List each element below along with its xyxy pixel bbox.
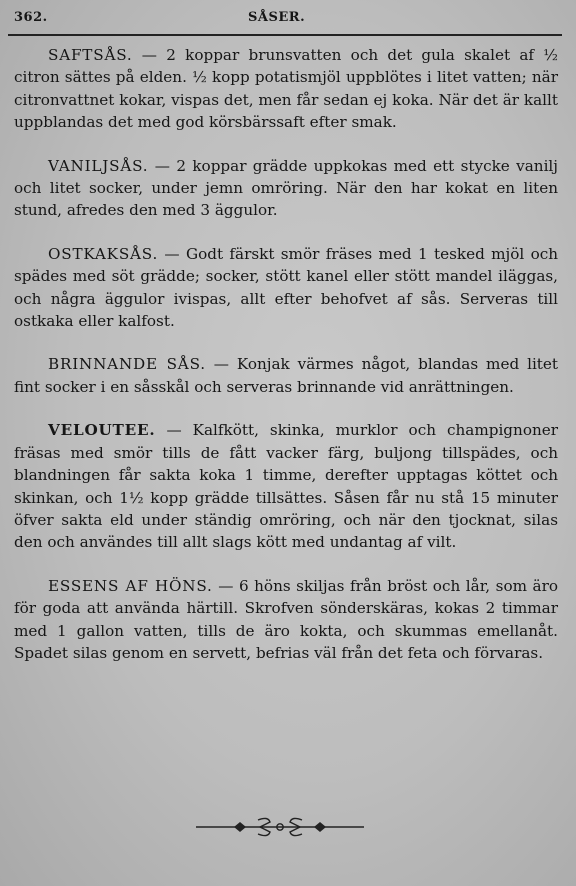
recipe-title: BRINNANDE SÅS. (48, 355, 206, 374)
recipe-title: ESSENS AF HÖNS. (48, 576, 213, 595)
recipe-body: — 6 höns skiljas från bröst och lår, som äro för goda att använda härtill. Skrofven sönderskäras, kokas 2 timmar med 1 gallon vatten, tills de äro kokta, och skummas emellanåt. Spadet silas genom en servett, befrias väl från det feta och förvaras. (14, 576, 558, 662)
recipe-body: — Konjak värmes något, blandas med litet fint socker i en såsskål och serveras brinnande vid anrättningen. (14, 355, 558, 396)
page-number: 362. (14, 10, 48, 25)
end-ornament (190, 812, 370, 842)
recipe-saftsas (14, 44, 558, 134)
recipe-ostkaksas (14, 243, 558, 333)
header-rule (8, 34, 562, 36)
recipe-title: VELOUTEE. (48, 421, 156, 440)
recipe-body: — 2 koppar grädde uppkokas med ett stycke vanilj och litet socker, under jemn omröring. När den har kokat en liten stund, afredes den med 3 äggulor. (14, 156, 558, 220)
recipe-title: VANILJSÅS. (48, 156, 149, 175)
recipe-list (14, 44, 558, 685)
recipe-veloutee (14, 419, 558, 553)
recipe-title: SAFTSÅS. (48, 46, 133, 64)
recipe-vaniljsas (14, 155, 558, 222)
recipe-body: — Kalfkött, skinka, murklor och champignoner fräsas med smör tills de fått vacker färg, buljong tillspädes, och blandningen får sakta koka 1 timme, derefter upptagas köttet och skinkan, och 1½ kopp grädde tillsättes. Såsen får nu stå 15 minuter öfver sakta eld under ständig omröring, och när den tjocknat, silas den och användes till allt slags kött med undantag af vilt. (14, 421, 558, 552)
recipe-essens-af-hons (14, 575, 558, 665)
recipe-body: — 2 koppar brunsvatten och det gula skalet af ½ citron sättes på elden. ½ kopp potatismjöl uppblötes i litet vatten; när citronvattnet kokar, vispas det, men får sedan ej koka. När det är kallt uppblandas det med god körsbärssaft efter smak. (14, 46, 558, 132)
recipe-title: OSTKAKSÅS. (48, 244, 159, 263)
page-header (8, 10, 558, 36)
running-head: SÅSER. (248, 10, 306, 25)
recipe-brinnande-sas (14, 353, 558, 398)
recipe-body: — Godt färskt smör fräses med 1 tesked mjöl och spädes med söt grädde; socker, stött kanel eller stött mandel iläggas, och några äggulor ivispas, allt efter behofvet af sås. Serveras till ostkaka eller kalfost. (14, 244, 558, 331)
